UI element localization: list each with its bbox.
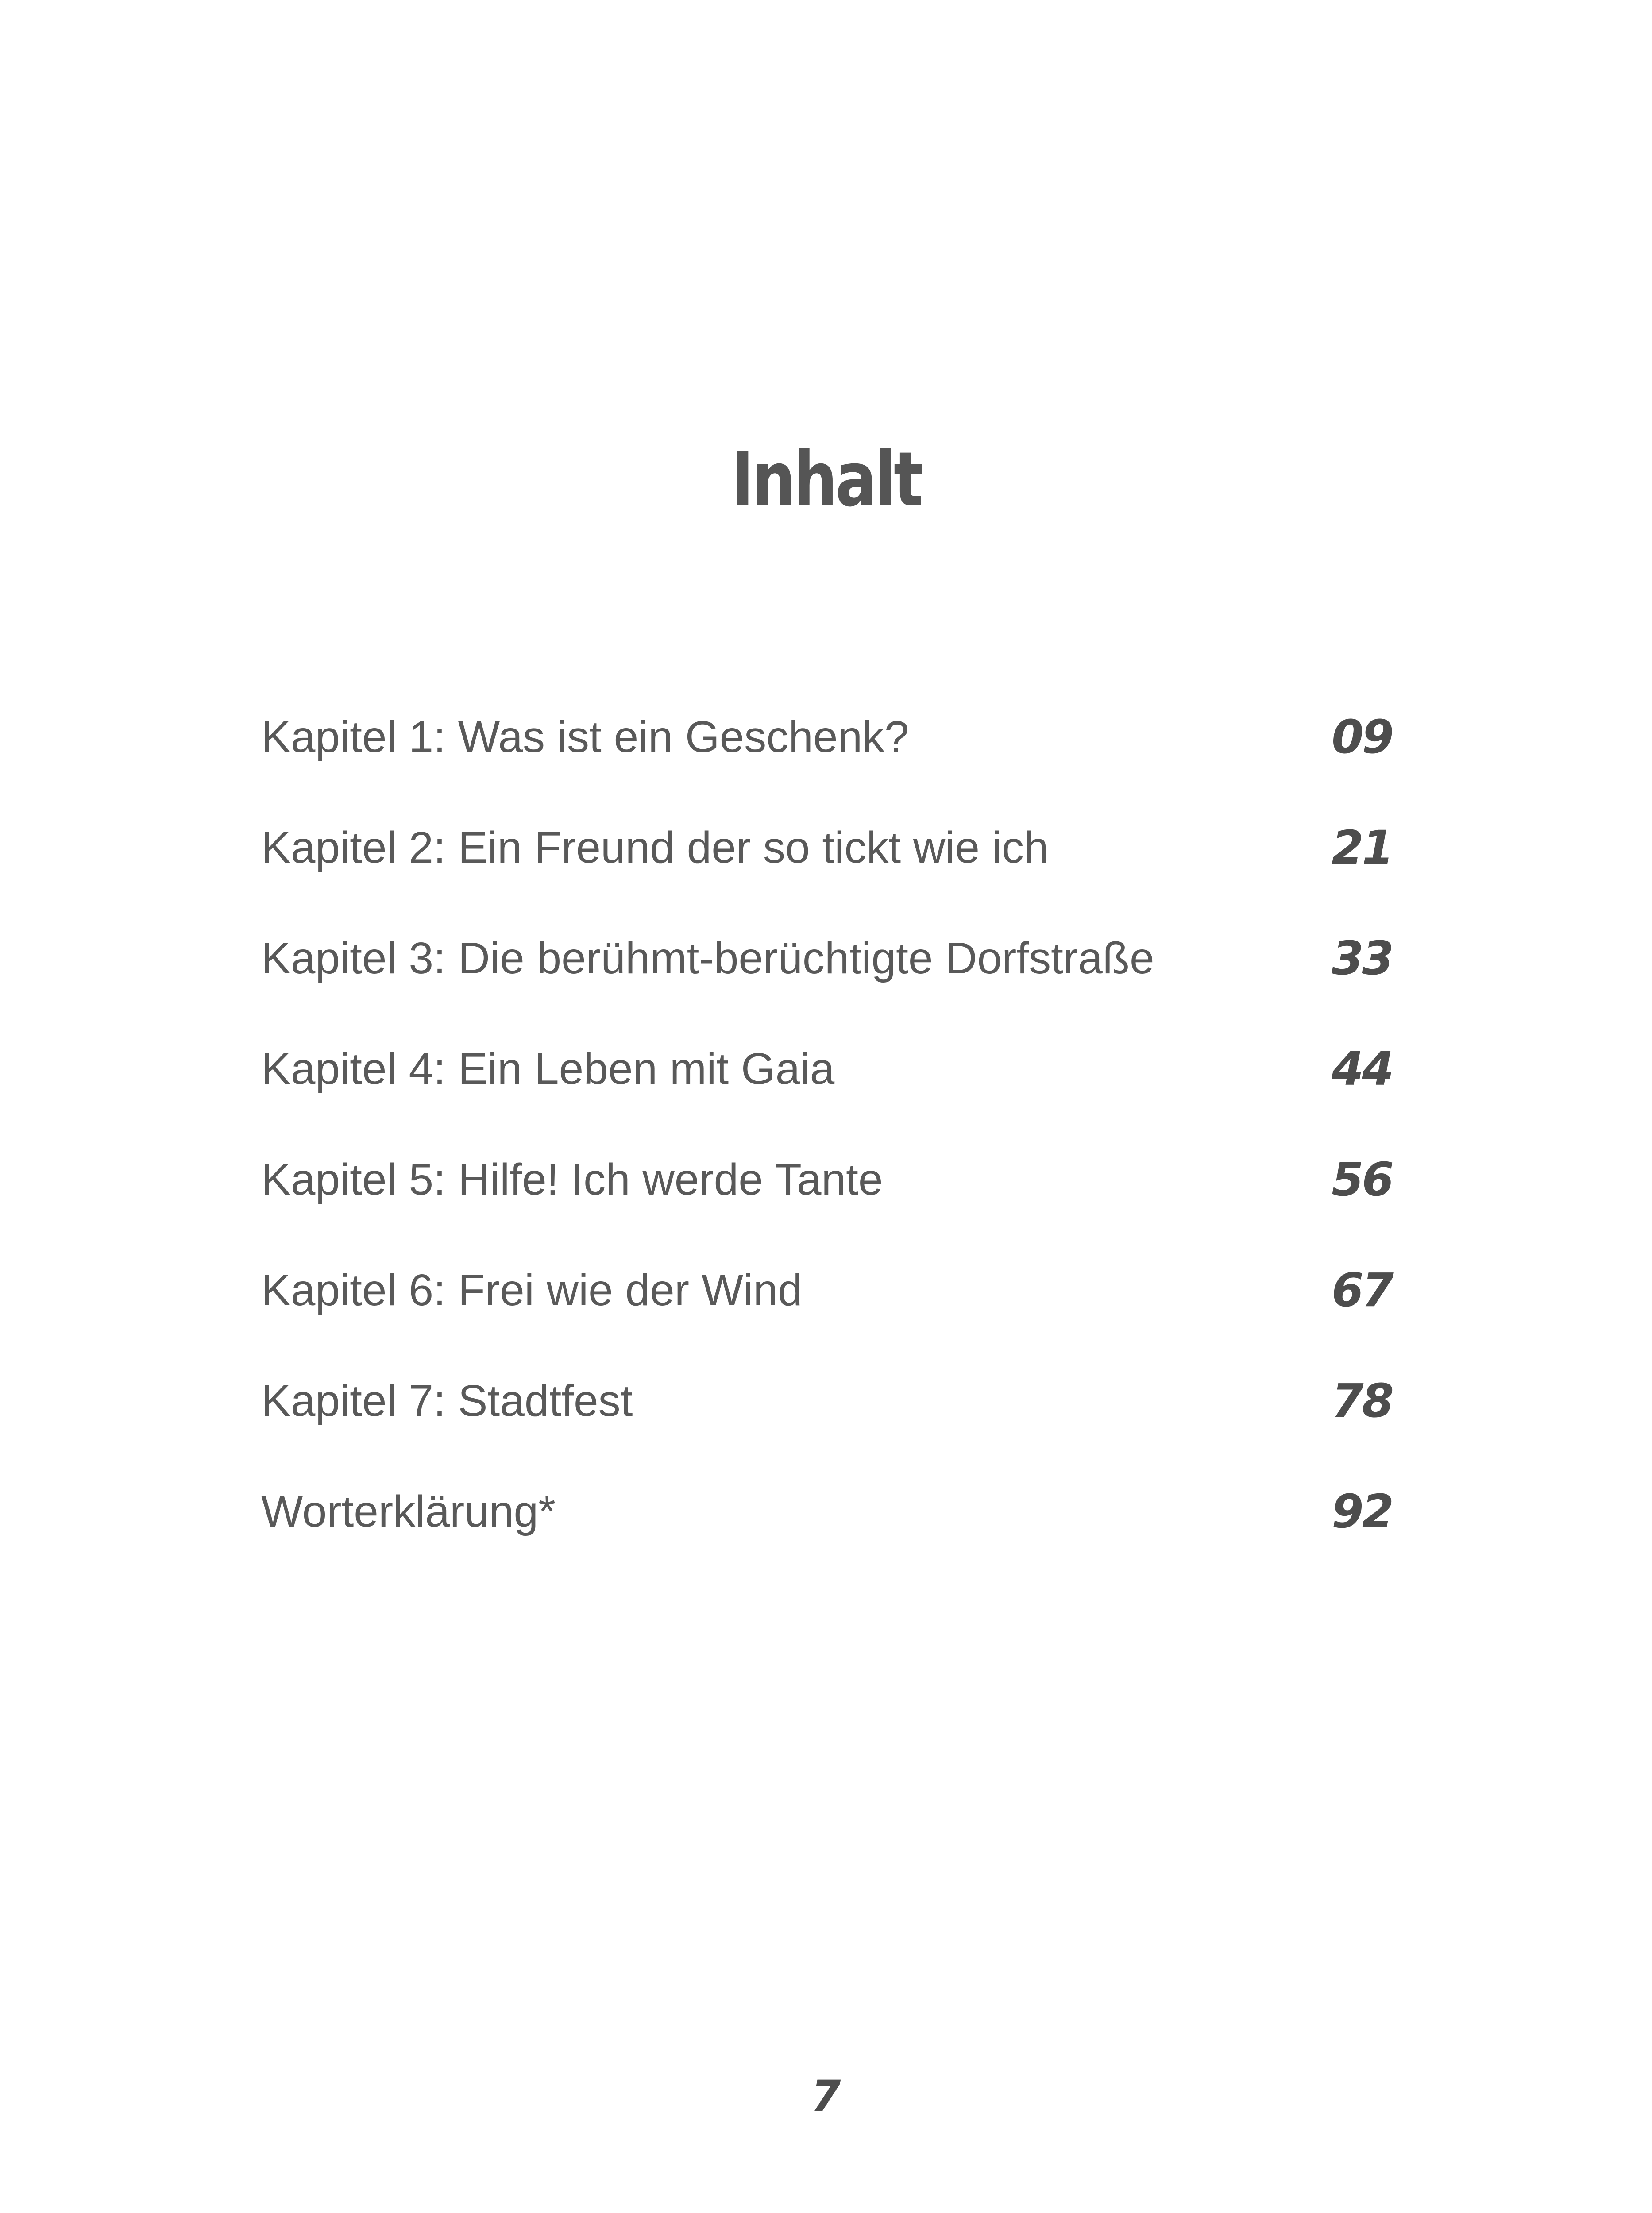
toc-entry-page-number: 09: [1332, 710, 1392, 764]
toc-entry-page-number: 92: [1332, 1484, 1392, 1538]
toc-entry-chapter-7[interactable]: [261, 1346, 1392, 1456]
toc-entry-chapter-6[interactable]: [261, 1235, 1392, 1346]
toc-entry-label: Kapitel 6: Frei wie der Wind: [261, 1265, 803, 1315]
toc-entry-chapter-1[interactable]: [261, 682, 1392, 792]
toc-entry-page-number: 21: [1332, 821, 1392, 875]
toc-entry-chapter-2[interactable]: [261, 792, 1392, 903]
page-number: 7: [811, 2071, 841, 2121]
toc-entry-page-number: 44: [1332, 1042, 1392, 1096]
table-of-contents: [261, 682, 1392, 1567]
toc-entry-page-number: 33: [1332, 931, 1392, 985]
toc-entry-page-number: 67: [1332, 1263, 1392, 1317]
toc-entry-glossary[interactable]: [261, 1456, 1392, 1567]
toc-entry-chapter-5[interactable]: [261, 1124, 1392, 1235]
toc-entry-page-number: 56: [1332, 1153, 1392, 1207]
toc-entry-page-number: 78: [1332, 1374, 1392, 1428]
page-title: Inhalt: [731, 436, 921, 524]
toc-entry-label: Kapitel 3: Die berühmt-berüchtigte Dorfstraße: [261, 933, 1154, 983]
toc-entry-label: Kapitel 1: Was ist ein Geschenk?: [261, 712, 909, 762]
toc-entry-chapter-4[interactable]: [261, 1014, 1392, 1124]
toc-entry-chapter-3[interactable]: [261, 903, 1392, 1014]
toc-entry-label: Kapitel 4: Ein Leben mit Gaia: [261, 1044, 835, 1094]
toc-entry-label: Worterklärung*: [261, 1486, 556, 1536]
toc-entry-label: Kapitel 7: Stadtfest: [261, 1376, 633, 1426]
toc-entry-label: Kapitel 2: Ein Freund der so tickt wie ich: [261, 822, 1049, 872]
toc-entry-label: Kapitel 5: Hilfe! Ich werde Tante: [261, 1154, 883, 1204]
